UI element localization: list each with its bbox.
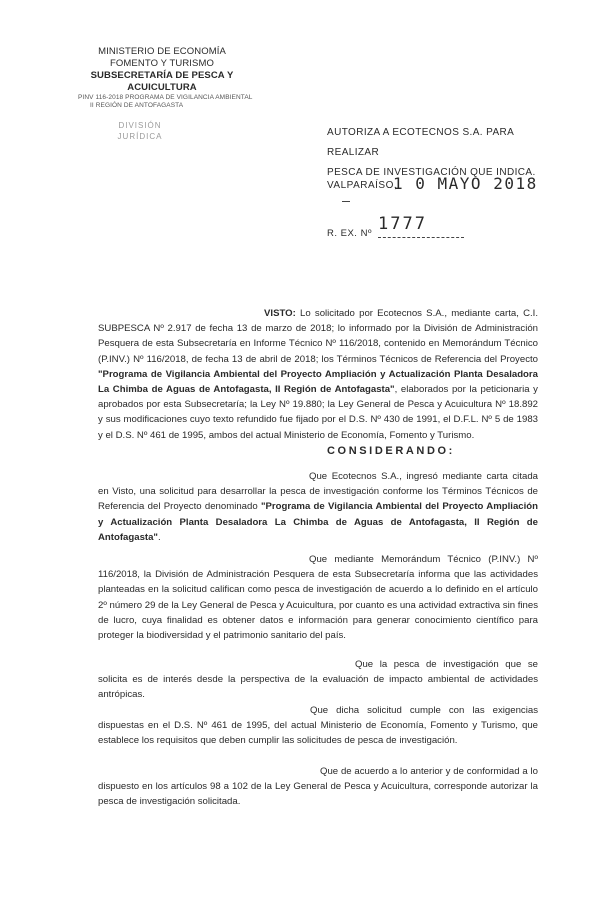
header-ministry-sub: FOMENTO Y TURISMO — [110, 58, 214, 69]
considerando-heading: CONSIDERANDO: — [327, 445, 455, 457]
header-region: II REGIÓN DE ANTOFAGASTA — [90, 102, 184, 109]
considerando-paragraph-2: Que mediante Memorándum Técnico (P.INV.) Nº 116/2018, la División de Administración Pesquera de esta Subsecretaría informa que las actividades planteadas en la solicitud califican como pesca de investigación de acuerdo a lo definido en el artículo 2º número 29 de la Ley General de Pesca y Acuicultura, por cuanto es una actividad extractiva sin fines de lucro, cuya finalidad es obtener datos e información para generar conocimiento científico para proteger la biodiversidad y el patrimonio sanitario del país. — [98, 554, 538, 642]
visto-text-b: , elaborados por la peticionaria y aprobados por esta Subsecretaría; la Ley Nº 19.880; la Ley General de Pesca y Acuicultura Nº 18.892 y sus modificaciones cuyo texto refundido fue fijado por el D.S. Nº 430 de 1991, el D.F.L. Nº 5 de 1983 y el D.S. Nº 461 de 1995, ambos del actual Ministerio de Economía, Fomento y Turismo. — [98, 384, 538, 441]
header-reference: PINV 116-2018 PROGRAMA DE VIGILANCIA AMBIENTAL — [78, 94, 253, 101]
division-stamp — [94, 120, 186, 158]
subject-line-2: PESCA DE INVESTIGACIÓN QUE INDICA. — [327, 167, 536, 178]
visto-text-a: Lo solicitado por Ecotecnos S.A., mediante carta, C.I. SUBPESCA Nº 2.917 de fecha 13 de marzo de 2018; lo informado por la División de Administración Pesquera de esta Subsecretaría en Informe Técnico Nº 116/2018, contenido en Memorándum Técnico (P.INV.) Nº 116/2018, de fecha 13 de abril de 2018; los Términos Técnicos de Referencia del Proyecto — [98, 308, 538, 365]
p1-project-name: "Programa de Vigilancia Ambiental del Proyecto Ampliación y Actualización Planta Desaladora La Chimba de Aguas de Antofagasta, II Región de Antofagasta" — [98, 501, 538, 543]
header-ministry: MINISTERIO DE ECONOMÍA — [98, 46, 226, 57]
considerando-paragraph-5: Que de acuerdo a lo anterior y de conformidad a lo dispuesto en los artículos 98 a 102 de la Ley General de Pesca y Acuicultura, corresponde autorizar la pesca de investigación solicitada. — [98, 766, 538, 808]
resolution-date: 1 0 MAYO 2018 — [393, 174, 538, 193]
resolution-number-underline — [378, 237, 464, 238]
considerando-paragraph-3: Que la pesca de investigación que se solicita es de interés desde la perspectiva de la evaluación de impacto ambiental de actividades antrópicas. — [98, 659, 538, 701]
resolution-number: 1777 — [378, 214, 427, 234]
p1-text-a: Que Ecotecnos S.A., ingresó mediante carta citada en Visto, una solicitud para desarrollar la pesca de investigación conforme los Términos Técnicos de Referencia del Proyecto denominado — [98, 471, 538, 513]
header-subsecretaria: SUBSECRETARÍA DE PESCA Y ACUICULTURA — [90, 70, 234, 93]
stamp-line-2: JURÍDICA — [117, 132, 163, 141]
divider — [342, 201, 350, 202]
visto-label: VISTO: — [264, 308, 296, 319]
ministry-header — [62, 46, 262, 110]
visto-project-name: "Programa de Vigilancia Ambiental del Proyecto Ampliación y Actualización Planta Desaladora La Chimba de Aguas de Antofagasta, II Región de Antofagasta" — [98, 368, 538, 396]
resolution-number-label: R. EX. Nº — [327, 228, 372, 239]
p1-text-b: . — [157, 531, 161, 543]
subject-line-1: AUTORIZA A ECOTECNOS S.A. PARA REALIZAR — [327, 127, 514, 158]
stamp-line-1: DIVISIÓN — [118, 121, 162, 130]
considerando-paragraph-1 — [98, 469, 538, 545]
visto-paragraph — [98, 306, 538, 443]
considerando-paragraph-4: Que dicha solicitud cumple con las exigencias dispuestas en el D.S. Nº 461 de 1995, del actual Ministerio de Economía, Fomento y Turismo, que establece los requisitos que deben cumplir las solicitudes de pesca de investigación. — [98, 705, 538, 747]
place: VALPARAÍSO, — [327, 180, 398, 191]
